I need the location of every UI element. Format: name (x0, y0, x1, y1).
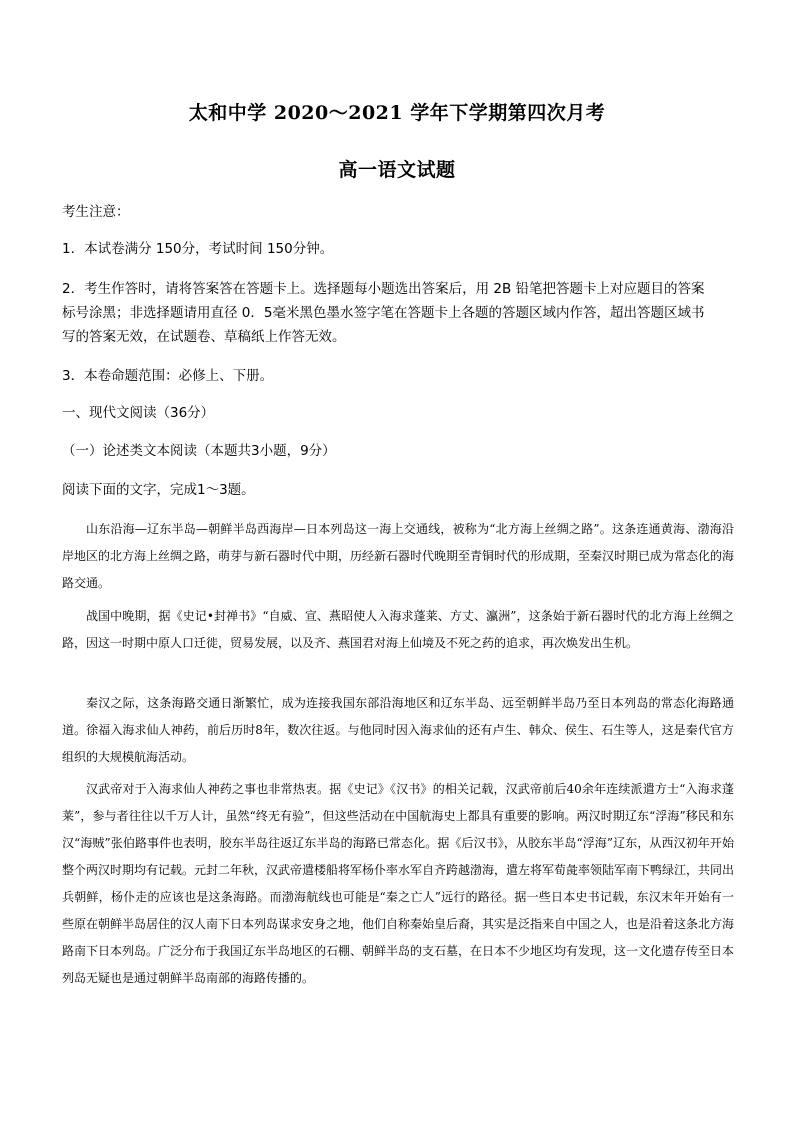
reading-directions: 阅读下面的文字，完成1～3题。 (62, 482, 255, 498)
passage-paragraph: 秦汉之际，这条海路交通日渐繁忙，成为连接我国东部沿海地区和辽东半岛、远至朝鲜半岛乃至日本列岛的常态化海路通道。徐福入海求仙人神药，前后历时8年，数次往返。与他同时因入海求仙的还有卢生、韩众、侯生、石生等人，这是秦代官方组织的大规模航海活动。 (62, 696, 734, 764)
instruction-item-2-line-1: 2．考生作答时，请将答案答在答题卡上。选择题每小题选出答案后，用 2B 铅笔把答题卡上对应题目的答案 (62, 281, 705, 297)
passage-paragraph: 战国中晚期，据《史记•封禅书》“自威、宣、燕昭使人入海求蓬莱、方丈、瀛洲”，这条始于新石器时代的北方海上丝绸之路，因这一时期中原人口迁徙，贸易发展，以及齐、燕国君对海上仙境及不死之药的追求，再次焕发出生机。 (62, 609, 734, 650)
instruction-item-2-line-3: 写的答案无效，在试题卷、草稿纸上作答无效。 (62, 329, 346, 345)
instructions-heading: 考生注意： (62, 204, 130, 220)
instruction-item-3: 3．本卷命题范围：必修上、下册。 (62, 368, 274, 384)
section-subheading: （一）论述类文本阅读（本题共3小题，9分） (62, 443, 336, 459)
passage-paragraph: 山东沿海—辽东半岛—朝鲜半岛西海岸—日本列岛这一海上交通线，被称为“北方海上丝绸之路”。这条连通黄海、渤海沿岸地区的北方海上丝绸之路，萌芽与新石器时代中期，历经新石器时代晚期至青铜时代的形成期，至秦汉时期已成为常态化的海路交通。 (62, 522, 735, 590)
passage-paragraph: 汉武帝对于入海求仙人神药之事也非常热衷。据《史记》《汉书》的相关记载，汉武帝前后40余年连续派遣方士“入海求蓬莱”，参与者往往以千万人计，虽然“终无有验”，但这些活动在中国航海史上都具有重要的影响。两汉时期辽东“浮海”移民和东汉“海贼”张伯路事件也表明，胶东半岛往返辽东半岛的海路已常态化。据《后汉书》，从胶东半岛“浮海”辽东，从西汉初年开始整个两汉时期均有记载。元封二年秋，汉武帝遣楼船将军杨仆率水军自齐跨越渤海，遣左将军荀彘率领陆军南下鸭绿江，共同出兵朝鲜，杨仆走的应该也是这条海路。而渤海航线也可能是“秦之亡人”远行的路径。据一些日本史书记载，东汉末年开始有一些原在朝鲜半岛居住的汉人南下日本列岛谋求安身之地，他们自称秦始皇后裔，其实是泛指来自中国之人，也是沿着这条北方海路南下日本列岛。广泛分布于我国辽东半岛地区的石棚、朝鲜半岛的支石墓，在日本不少地区均有发现，这一文化遗存传至日本列岛无疑也是通过朝鲜半岛南部的海路传播的。 (62, 782, 735, 985)
instruction-item-2-line-2: 标号涂黑；非选择题请用直径 0．5毫米黑色墨水签字笔在答题卡上各题的答题区域内作答，超出答题区域书 (62, 305, 705, 321)
section-heading: 一、现代文阅读（36分） (62, 405, 215, 421)
exam-title: 太和中学 2020～2021 学年下学期第四次月考 (188, 102, 606, 124)
instruction-item-1: 1．本试卷满分 150分，考试时间 150分钟。 (62, 241, 334, 257)
exam-subtitle: 高一语文试题 (338, 159, 456, 181)
